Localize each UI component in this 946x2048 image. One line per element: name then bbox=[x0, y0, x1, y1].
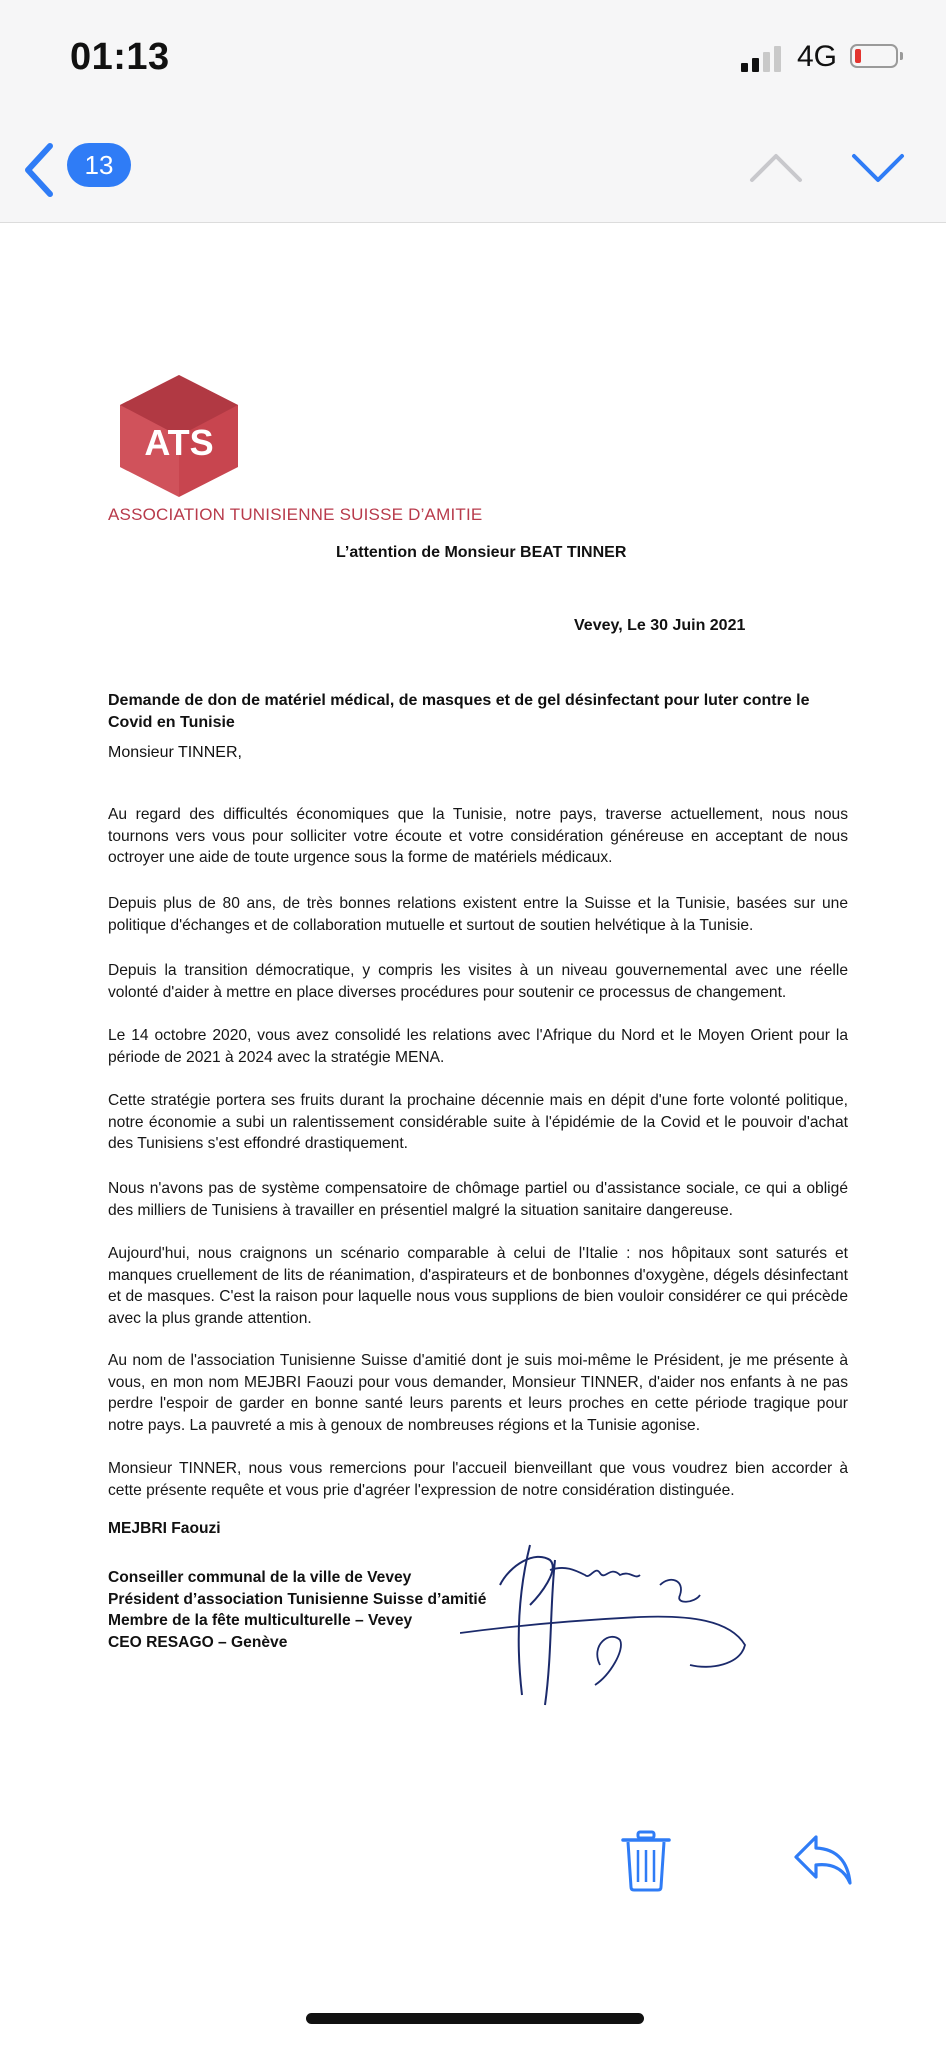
signal-strength-icon bbox=[741, 44, 785, 72]
chevron-down-icon[interactable] bbox=[850, 150, 906, 186]
date-line: Vevey, Le 30 Juin 2021 bbox=[574, 617, 746, 634]
top-bar bbox=[0, 0, 946, 223]
letter-paragraph: Depuis la transition démocratique, y compris les visites à un niveau gouvernemental avec une réelle volonté d'aider à mettre en place diverses procédures pour soutenir ce processus de changement. bbox=[108, 962, 848, 1001]
letter-paragraph: Depuis plus de 80 ans, de très bonnes relations existent entre la Suisse et la Tunisie, basées sur une politique d'échanges et de collaboration mutuelle et surtout de soutien helvétique à la Tunisie. bbox=[108, 895, 848, 934]
chevron-up-icon[interactable] bbox=[748, 150, 804, 186]
message-count-badge[interactable]: 13 bbox=[67, 143, 131, 187]
network-type: 4G bbox=[797, 40, 838, 73]
back-chevron-icon[interactable] bbox=[20, 140, 60, 200]
status-time: 01:13 bbox=[70, 36, 170, 78]
ats-logo bbox=[120, 375, 238, 497]
letter-paragraph: Au regard des difficultés économiques que la Tunisie, notre pays, traverse actuellement, nous nous tournons vers vous pour solliciter votre écoute et votre considération généreuse en acceptant de nous octroyer une aide de toute urgence sous la forme de matériels médicaux. bbox=[108, 806, 848, 866]
logo-text: ATS bbox=[144, 422, 214, 463]
trash-icon[interactable] bbox=[620, 1830, 672, 1892]
role-line: CEO RESAGO – Genève bbox=[108, 1633, 288, 1651]
letter-paragraph: Cette stratégie portera ses fruits durant la prochaine décennie mais en dépit d'une forte volonté politique, notre économie a subi un ralentissement considérable suite à l'épidémie de la Covid et le pouvoir d'achat des Tunisiens s'est effondré drastiquement. bbox=[108, 1092, 848, 1152]
handwritten-signature bbox=[460, 1525, 750, 1710]
battery-icon bbox=[850, 44, 898, 68]
letter-paragraph: Aujourd'hui, nous craignons un scénario comparable à celui de l'Italie : nos hôpitaux sont saturés et manques cruellement de lits de réanimation, d'aspirateurs et de bonbonnes d'oxygène, dégels désinfectant et de masques. C'est la raison pour laquelle nous vous supplions de bien vouloir considérer ce qui précède avec la plus grande attention. bbox=[108, 1245, 848, 1327]
signatory-name: MEJBRI Faouzi bbox=[108, 1520, 221, 1537]
association-name: ASSOCIATION TUNISIENNE SUISSE D’AMITIE bbox=[108, 505, 483, 524]
salutation: Monsieur TINNER, bbox=[108, 744, 242, 761]
letter-paragraph: Le 14 octobre 2020, vous avez consolidé les relations avec l'Afrique du Nord et le Moyen Orient pour la période de 2021 à 2024 avec la stratégie MENA. bbox=[108, 1027, 848, 1066]
letter-paragraph: Nous n'avons pas de système compensatoire de chômage partiel ou d'assistance sociale, ce qui a obligé des milliers de Tunisiens à travailler en présentiel malgré la situation sanitaire dangereuse. bbox=[108, 1180, 848, 1219]
role-line: Membre de la fête multiculturelle – Vevey bbox=[108, 1612, 413, 1629]
role-line: Président d’association Tunisienne Suisse d’amitié bbox=[108, 1590, 487, 1608]
attention-line: L’attention de Monsieur BEAT TINNER bbox=[336, 544, 627, 561]
reply-icon[interactable] bbox=[792, 1833, 854, 1887]
letter-subject: Demande de don de matériel médical, de masques et de gel désinfectant pour luter contre le Covid en Tunisie bbox=[108, 692, 810, 731]
signatory-roles bbox=[108, 1567, 486, 1653]
letter-paragraph: Au nom de l'association Tunisienne Suisse d'amitié dont je suis moi-même le Président, je me présente à vous, en mon nom MEJBRI Faouzi pour vous demander, Monsieur TINNER, d'aider nos enfants à ne pas perdre l'espoir de garder en bonne santé leurs parents et leurs proches en cette période tragique pour notre pays. La pauvreté a mis à genoux de nombreuses régions et la Tunisie agonise. bbox=[108, 1352, 848, 1434]
home-indicator bbox=[306, 2013, 644, 2024]
letter-paragraph: Monsieur TINNER, nous vous remercions pour l'accueil bienveillant que vous voudrez bien accorder à cette présente requête et vous prie d'agréer l'expression de notre considération distinguée. bbox=[108, 1460, 848, 1499]
role-line: Conseiller communal de la ville de Vevey bbox=[108, 1569, 412, 1586]
